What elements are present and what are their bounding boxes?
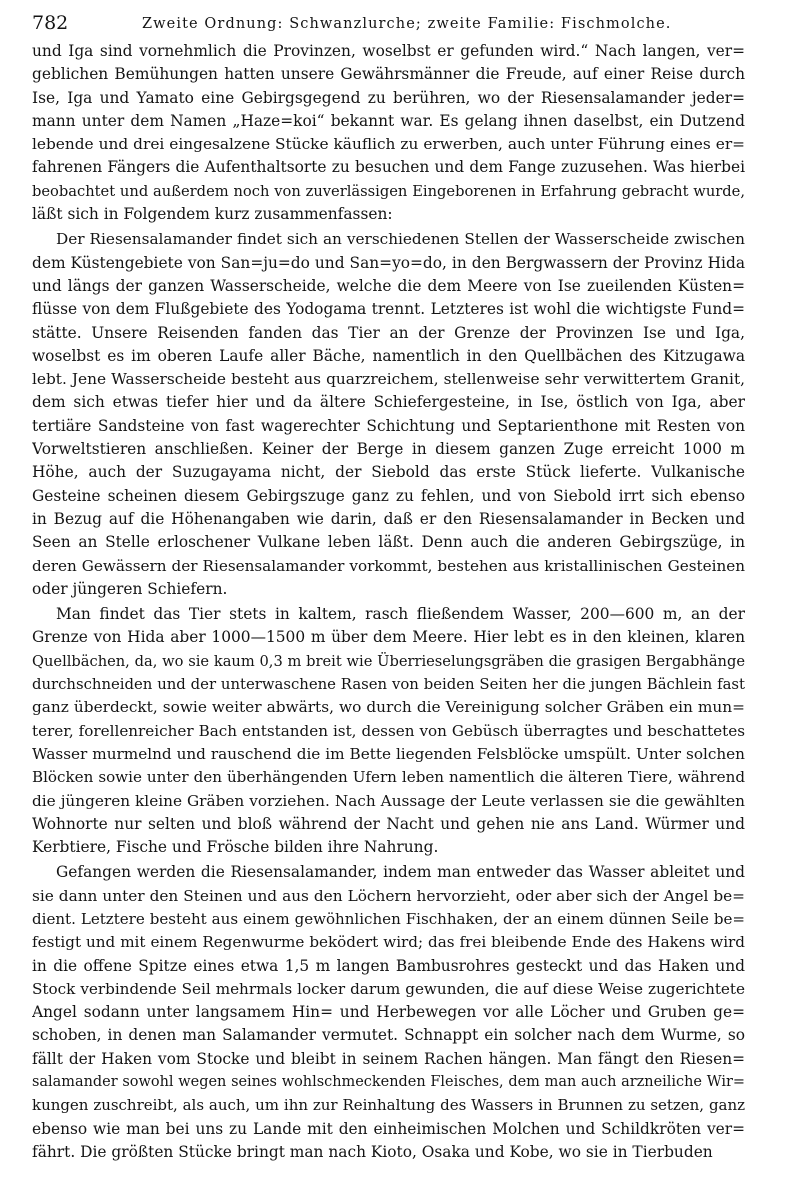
paragraph [32, 228, 745, 601]
text-line: schoben, in denen man Salamander vermutet. Schnappt ein solcher nach dem Wurme, so [32, 1026, 745, 1045]
text-line: lebende und drei eingesalzene Stücke käuflich zu erwerben, auch unter Führung eines er= [32, 135, 745, 154]
text-line: dem Küstengebiete von San=ju=do und San=yo=do, in den Bergwassern der Provinz Hida [32, 253, 745, 272]
text-line: ganz überdeckt, sowie weiter abwärts, wo durch die Vereinigung solcher Gräben ein mun= [32, 698, 745, 717]
text-line: Kerbtiere, Fische und Frösche bilden ihre Nahrung. [32, 838, 439, 857]
text-line: fällt der Haken vom Stocke und bleibt in seinem Rachen hängen. Man fängt den Riesen= [32, 1049, 745, 1068]
text-line: Grenze von Hida aber 1000—1500 m über dem Meere. Hier lebt es in den kleinen, klaren [32, 628, 745, 647]
text-line: die jüngeren kleine Gräben vorziehen. Nach Aussage der Leute verlassen sie die gewählten [32, 791, 745, 810]
text-line: Der Riesensalamander findet sich an verschiedenen Stellen der Wasserscheide zwischen [56, 230, 745, 249]
text-line: Blöcken sowie unter den überhängenden Ufern leben namentlich die älteren Tiere, während [32, 768, 745, 787]
text-line: und längs der ganzen Wasserscheide, welche die dem Meere von Ise zueilenden Küsten= [32, 276, 745, 295]
text-line: geblichen Bemühungen hatten unsere Gewährsmänner die Freude, auf einer Reise durch [32, 65, 745, 84]
text-line: ebenso wie man bei uns zu Lande mit den einheimischen Molchen und Schildkröten ver= [32, 1119, 745, 1138]
text-line: dem sich etwas tiefer hier und da ältere Schiefergesteine, in Ise, östlich von Iga, aber [32, 393, 745, 412]
text-line: terer, forellenreicher Bach entstanden ist, dessen von Gebüsch überragtes und beschattetes [32, 721, 745, 740]
text-line: dient. Letztere besteht aus einem gewöhnlichen Fischhaken, der an einem dünnen Seile be= [32, 909, 745, 928]
text-line: deren Gewässern der Riesensalamander vorkommt, bestehen aus kristallinischen Gesteinen [32, 556, 745, 575]
text-line: beobachtet und außerdem noch von zuverlässigen Eingeborenen in Erfahrung gebracht wurde, [32, 182, 745, 200]
text-line: Ise, Iga und Yamato eine Gebirgsgegend zu berühren, wo der Riesensalamander jeder= [32, 88, 745, 107]
text-line: Höhe, auch der Suzugayama nicht, der Siebold das erste Stück lieferte. Vulkanische [32, 463, 745, 482]
text-line: durchschneiden und der unterwaschene Rasen von beiden Seiten her die jungen Bächlein fast [32, 676, 745, 694]
running-head [32, 10, 745, 36]
text-line: woselbst es im oberen Laufe aller Bäche, namentlich in den Quellbächen des Kitzugawa [32, 346, 745, 365]
text-line: salamander sowohl wegen seines wohlschmeckenden Fleisches, dem man auch arzneiliche Wir= [32, 1074, 745, 1091]
text-line: Seen an Stelle erloschener Vulkane leben läßt. Denn auch die anderen Gebirgszüge, in [32, 533, 745, 552]
text-line: Vorweltstieren anschließen. Keiner der Berge in diesem ganzen Zuge erreicht 1000 m [32, 440, 745, 459]
text-line: mann unter dem Namen „Haze=koi“ bekannt war. Es gelang ihnen daselbst, ein Dutzend [32, 111, 745, 130]
text-line: Quellbächen, da, wo sie kaum 0,3 m breit wie Überrieselungsgräben die grasigen Bergabhänge [32, 652, 745, 670]
text-line: Stock verbindende Seil mehrmals locker darum gewunden, die auf diese Weise zugerichtete [32, 979, 745, 998]
paragraph [32, 603, 745, 859]
page-number: 782 [32, 12, 69, 34]
text-line: tertiäre Sandsteine von fast wagerechter Schichtung und Septarienthone mit Resten von [32, 416, 745, 435]
text-line: oder jüngeren Schiefern. [32, 579, 228, 598]
paragraph [32, 40, 745, 226]
text-line: und Iga sind vornehmlich die Provinzen, woselbst er gefunden wird.“ Nach langen, ver= [32, 42, 745, 60]
text-line: flüsse von dem Flußgebiete des Yodogama trennt. Letzteres ist wohl die wichtigste Fund= [32, 300, 745, 319]
body-text [32, 40, 745, 1164]
text-line: Gefangen werden die Riesensalamander, indem man entweder das Wasser ableitet und [56, 863, 745, 882]
text-line: festigt und mit einem Regenwurme beködert wird; das frei bleibende Ende des Hakens wird [32, 933, 745, 952]
running-head-title: Zweite Ordnung: Schwanzlurche; zweite Familie: Fischmolche. [142, 16, 672, 32]
text-line: Angel sodann unter langsamem Hin= und Herbewegen vor alle Löcher und Gruben ge= [32, 1003, 745, 1022]
text-line: läßt sich in Folgendem kurz zusammenfassen: [32, 205, 393, 224]
text-line: lebt. Jene Wasserscheide besteht aus quarzreichem, stellenweise sehr verwittertem Granit, [32, 370, 745, 389]
paragraph [32, 861, 745, 1164]
text-line: Gesteine scheinen diesem Gebirgszuge ganz zu fehlen, und von Siebold irrt sich ebenso [32, 486, 745, 505]
text-line: sie dann unter den Steinen und aus den Löchern hervorzieht, oder aber sich der Angel be= [32, 886, 745, 905]
text-line: stätte. Unsere Reisenden fanden das Tier an der Grenze der Provinzen Ise und Iga, [32, 323, 745, 342]
text-line: Wasser murmelnd und rauschend die im Bette liegenden Felsblöcke umspült. Unter solchen [32, 744, 745, 763]
text-line: kungen zuschreibt, als auch, um ihn zur Reinhaltung des Wassers in Brunnen zu setzen, ganz [32, 1096, 745, 1115]
text-line: fahrenen Fängers die Aufenthaltsorte zu besuchen und dem Fange zuzusehen. Was hierbei [32, 158, 745, 177]
text-line: fährt. Die größten Stücke bringt man nach Kioto, Osaka und Kobe, wo sie in Tierbuden [32, 1142, 713, 1161]
text-line: in Bezug auf die Höhenangaben wie darin, daß er den Riesensalamander in Becken und [32, 509, 745, 528]
text-line: in die offene Spitze eines etwa 1,5 m langen Bambusrohres gesteckt und das Haken und [32, 956, 745, 975]
text-line: Man findet das Tier stets in kaltem, rasch fließendem Wasser, 200—600 m, an der [56, 605, 745, 624]
text-line: Wohnorte nur selten und bloß während der Nacht und gehen nie ans Land. Würmer und [32, 814, 745, 833]
